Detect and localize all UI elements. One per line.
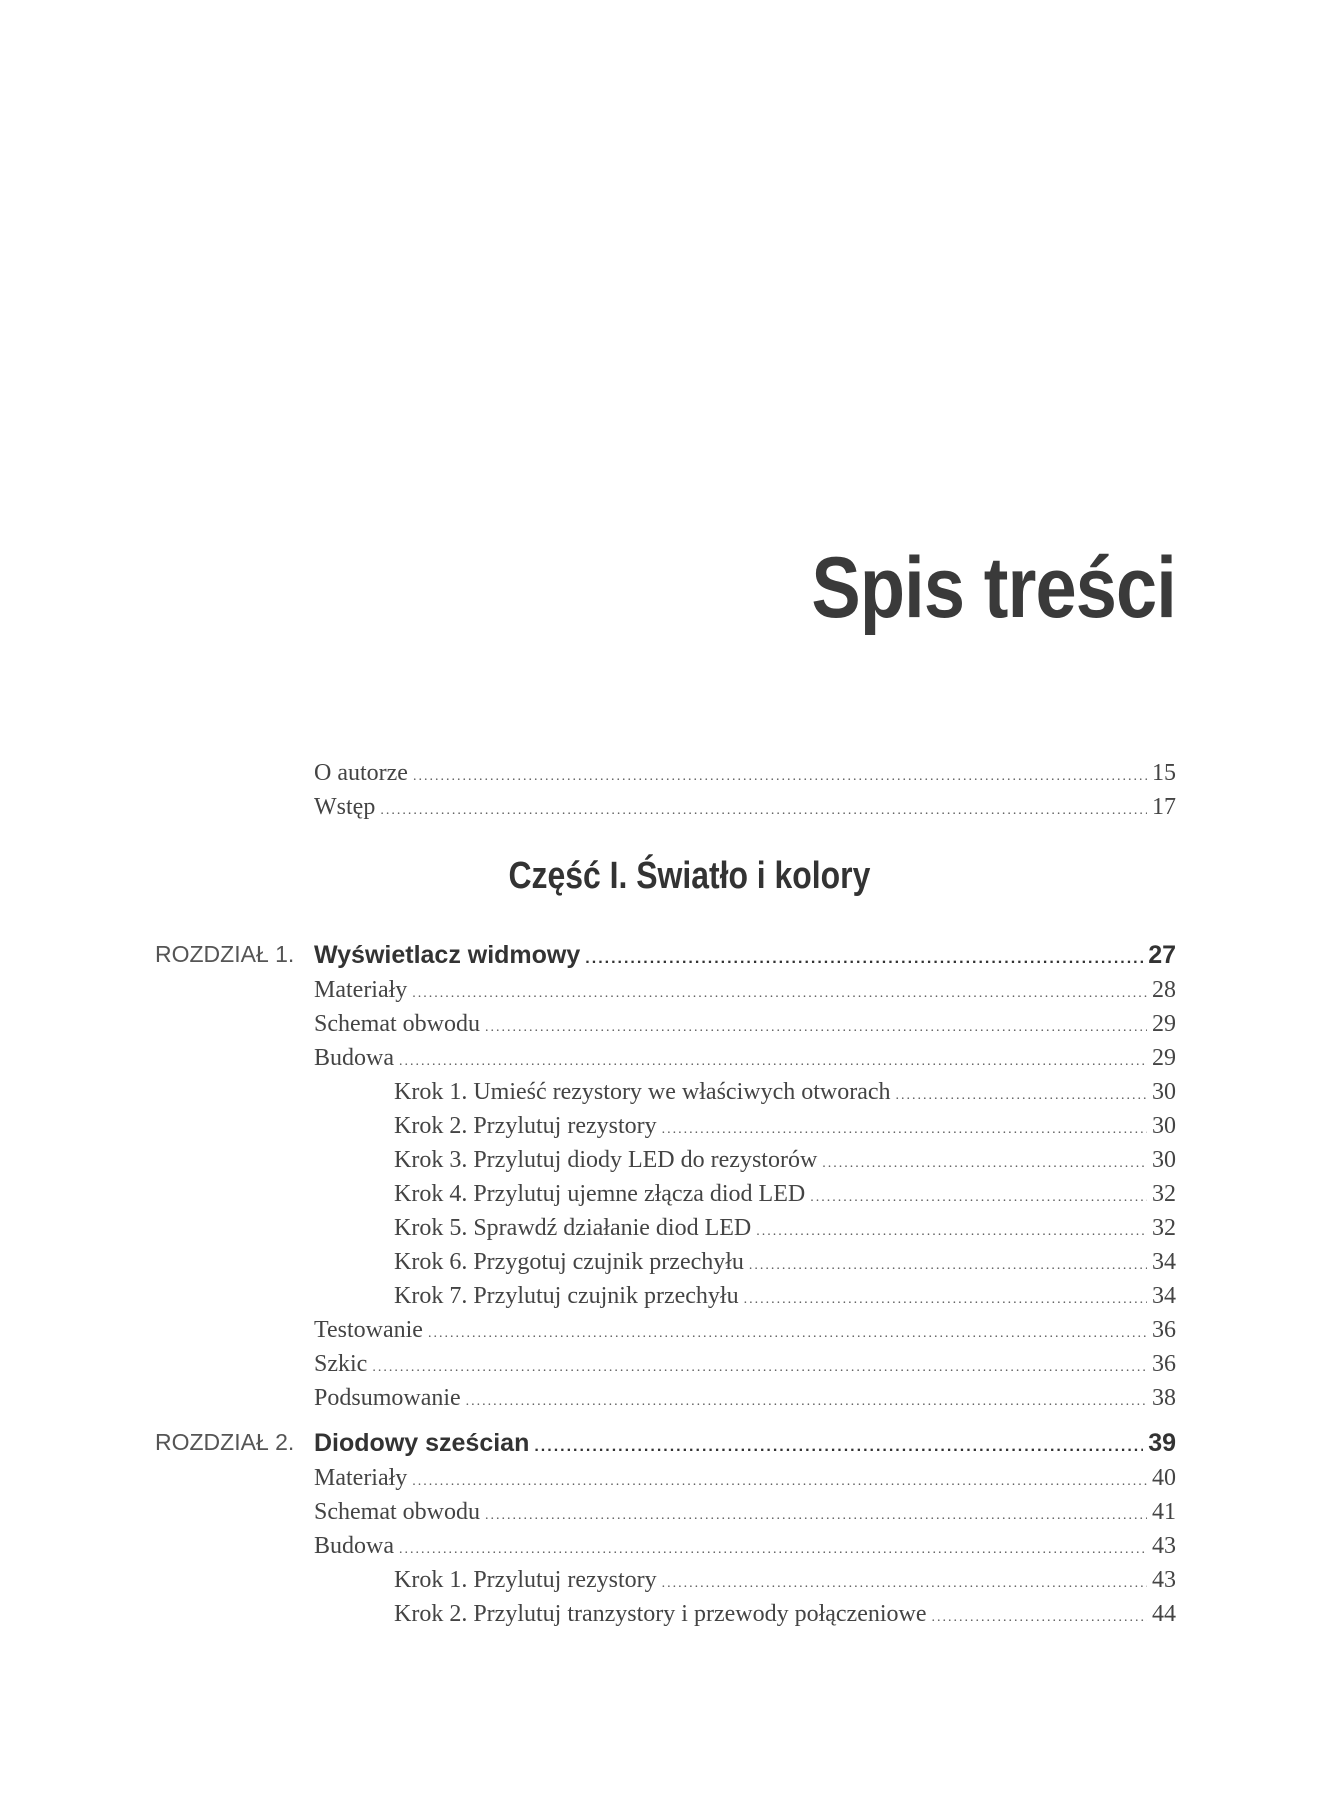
- leader-dots: [372, 1360, 1147, 1376]
- leader-dots: [585, 950, 1143, 968]
- toc-step-label: Krok 7. Przylutuj czujnik przechyłu: [394, 1283, 739, 1309]
- toc-entry-label: Materiały: [314, 977, 408, 1003]
- leader-dots: [399, 1054, 1147, 1070]
- chapter-title: Diodowy sześcian: [314, 1429, 530, 1457]
- toc-entry-label: Budowa: [314, 1533, 394, 1559]
- toc-step-label: Krok 2. Przylutuj tranzystory i przewody połączeniowe: [394, 1601, 927, 1627]
- toc-entry[interactable]: [0, 1385, 1339, 1419]
- toc-entry[interactable]: [0, 1045, 1339, 1079]
- toc-entry[interactable]: [0, 977, 1339, 1011]
- toc-entry-page: 36: [1152, 1317, 1176, 1343]
- leader-dots: [822, 1156, 1147, 1172]
- toc-step[interactable]: [0, 1567, 1339, 1601]
- leader-dots: [413, 769, 1147, 785]
- toc-step[interactable]: [0, 1079, 1339, 1113]
- toc-step-label: Krok 1. Przylutuj rezystory: [394, 1567, 657, 1593]
- leader-dots: [662, 1576, 1147, 1592]
- toc-entry[interactable]: [0, 1351, 1339, 1385]
- toc-entry-page: 36: [1152, 1351, 1176, 1377]
- toc-step[interactable]: [0, 1113, 1339, 1147]
- toc-entry-label: Schemat obwodu: [314, 1011, 480, 1037]
- front-matter-list: [0, 760, 1339, 828]
- leader-dots: [485, 1020, 1147, 1036]
- toc-entry-page: 29: [1152, 1011, 1176, 1037]
- leader-dots: [756, 1224, 1147, 1240]
- toc-step[interactable]: [0, 1147, 1339, 1181]
- toc-step-label: Krok 2. Przylutuj rezystory: [394, 1113, 657, 1139]
- chapter-1: [0, 941, 1339, 1419]
- leader-dots: [485, 1508, 1147, 1524]
- leader-dots: [810, 1190, 1147, 1206]
- toc-entry[interactable]: [0, 1465, 1339, 1499]
- chapter-2: [0, 1429, 1339, 1635]
- page-title: Spis treści: [811, 540, 1176, 636]
- leader-dots: [412, 1474, 1147, 1490]
- toc-entry-label: Szkic: [314, 1351, 368, 1377]
- leader-dots: [932, 1610, 1147, 1626]
- leader-dots: [380, 803, 1147, 819]
- toc-step[interactable]: [0, 1181, 1339, 1215]
- toc-entry-page: 40: [1152, 1465, 1176, 1491]
- toc-step-page: 30: [1152, 1079, 1176, 1105]
- toc-step-label: Krok 1. Umieść rezystory we właściwych otworach: [394, 1079, 891, 1105]
- toc-entry-page: 41: [1152, 1499, 1176, 1525]
- leader-dots: [412, 986, 1147, 1002]
- toc-entry[interactable]: [0, 794, 1339, 828]
- leader-dots: [399, 1542, 1147, 1558]
- toc-entry[interactable]: [0, 1499, 1339, 1533]
- toc-entry-label: Schemat obwodu: [314, 1499, 480, 1525]
- toc-step[interactable]: [0, 1249, 1339, 1283]
- toc-step-label: Krok 4. Przylutuj ujemne złącza diod LED: [394, 1181, 806, 1207]
- leader-dots: [744, 1292, 1147, 1308]
- toc-step-page: 30: [1152, 1147, 1176, 1173]
- toc-entry-page: 17: [1152, 794, 1176, 820]
- toc-entry[interactable]: [0, 1011, 1339, 1045]
- toc-entry[interactable]: [0, 760, 1339, 794]
- leader-dots: [662, 1122, 1147, 1138]
- toc-step-label: Krok 6. Przygotuj czujnik przechyłu: [394, 1249, 744, 1275]
- chapter-page: 39: [1148, 1429, 1176, 1457]
- toc-entry-label: Podsumowanie: [314, 1385, 461, 1411]
- toc-step-page: 32: [1152, 1215, 1176, 1241]
- toc-entry-page: 29: [1152, 1045, 1176, 1071]
- toc-entry[interactable]: [0, 1317, 1339, 1351]
- toc-entry-page: 28: [1152, 977, 1176, 1003]
- toc-entry-page: 38: [1152, 1385, 1176, 1411]
- toc-step[interactable]: [0, 1601, 1339, 1635]
- chapter-page: 27: [1148, 941, 1176, 969]
- toc-entry-label: Materiały: [314, 1465, 408, 1491]
- toc-step-label: Krok 5. Sprawdź działanie diod LED: [394, 1215, 752, 1241]
- leader-dots: [428, 1326, 1147, 1342]
- toc-step-page: 43: [1152, 1567, 1176, 1593]
- leader-dots: [466, 1394, 1147, 1410]
- toc-entry-page: 15: [1152, 760, 1176, 786]
- toc-entry-label: Budowa: [314, 1045, 394, 1071]
- toc-step-page: 44: [1152, 1601, 1176, 1627]
- part-title: Część I. Światło i kolory: [508, 855, 871, 897]
- toc-step-page: 34: [1152, 1249, 1176, 1275]
- toc-step[interactable]: [0, 1215, 1339, 1249]
- chapter-heading[interactable]: [0, 1429, 1339, 1465]
- toc-entry[interactable]: [0, 1533, 1339, 1567]
- toc-step-page: 30: [1152, 1113, 1176, 1139]
- chapter-title: Wyświetlacz widmowy: [314, 941, 581, 969]
- chapter-number: ROZDZIAŁ 1.: [155, 941, 295, 967]
- chapter-heading[interactable]: [0, 941, 1339, 977]
- toc-step-label: Krok 3. Przylutuj diody LED do rezystorów: [394, 1147, 818, 1173]
- leader-dots: [749, 1258, 1147, 1274]
- toc-step-page: 32: [1152, 1181, 1176, 1207]
- chapter-number: ROZDZIAŁ 2.: [155, 1429, 295, 1455]
- toc-step-page: 34: [1152, 1283, 1176, 1309]
- leader-dots: [534, 1438, 1143, 1456]
- leader-dots: [896, 1088, 1147, 1104]
- toc-entry-page: 43: [1152, 1533, 1176, 1559]
- toc-entry-label: O autorze: [314, 760, 408, 786]
- toc-step[interactable]: [0, 1283, 1339, 1317]
- toc-entry-label: Testowanie: [314, 1317, 423, 1343]
- toc-entry-label: Wstęp: [314, 794, 376, 820]
